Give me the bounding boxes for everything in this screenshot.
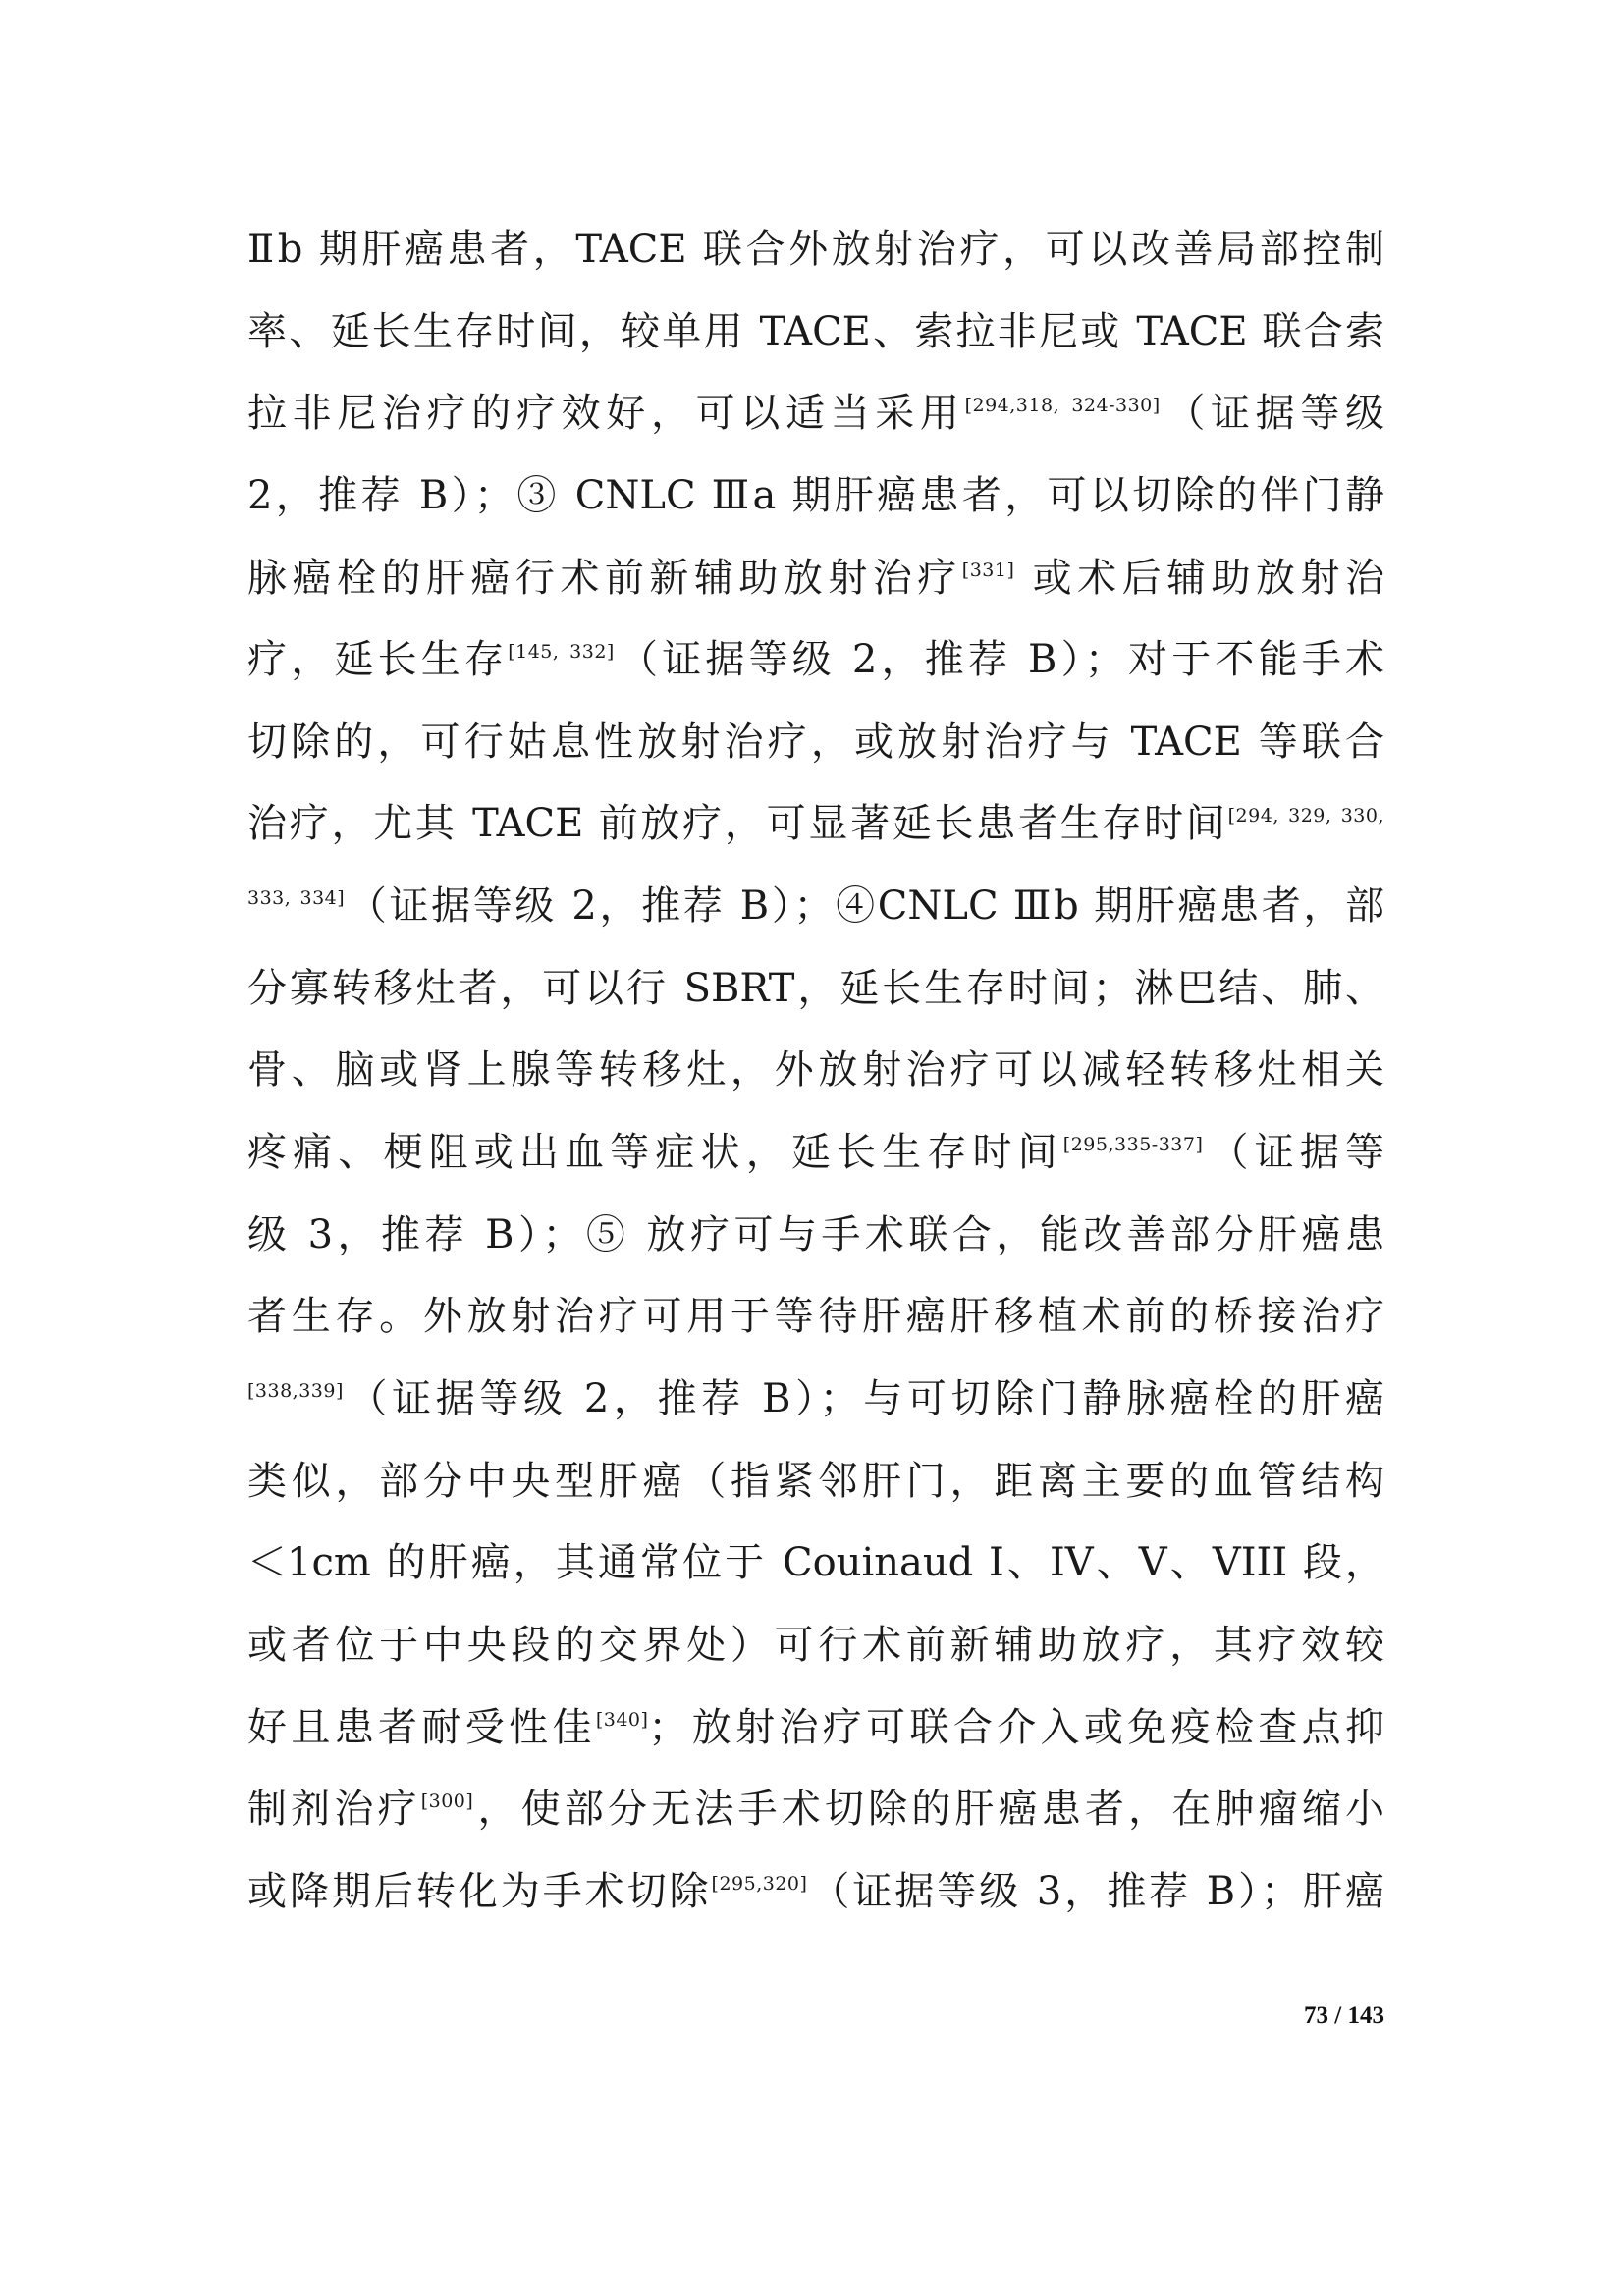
text-line — [247, 1359, 1384, 1441]
citation: [145, 332] — [508, 641, 615, 664]
line-text: （证据等级 — [1160, 391, 1384, 437]
body-paragraph — [247, 209, 1384, 1933]
page-number: 73 / 143 — [1304, 2002, 1384, 2029]
line-text: 切除的，可行姑息性放射治疗，或放射治疗与 TACE 等联合 — [247, 719, 1384, 765]
text-line — [247, 1276, 1384, 1359]
text-line — [247, 292, 1384, 374]
citation: [300] — [420, 1790, 474, 1813]
text-line — [247, 1769, 1384, 1851]
text-line — [247, 1441, 1384, 1523]
line-text: 疼痛、梗阻或出血等症状，延长生存时间 — [247, 1130, 1063, 1176]
line-text: 分寡转移灶者，可以行 SBRT，延长生存时间；淋巴结、肺、 — [247, 965, 1384, 1011]
text-line — [247, 455, 1384, 538]
line-text: （证据等级 2，推荐 B）；对于不能手术 — [614, 637, 1384, 683]
citation: [340] — [595, 1708, 649, 1731]
citation: [295,320] — [711, 1872, 808, 1895]
text-line — [247, 1195, 1384, 1277]
line-text: （证据等级 2，推荐 B）；④CNLC Ⅲb 期肝癌患者，部 — [345, 883, 1384, 930]
citation: 333, 334] — [247, 887, 346, 910]
line-text: 脉癌栓的肝癌行术前新辅助放射治疗 — [247, 555, 962, 601]
line-text: （证据等 — [1203, 1130, 1384, 1176]
line-text: 率、延长生存时间，较单用 TACE、索拉非尼或 TACE 联合索 — [247, 308, 1384, 354]
text-line — [247, 1687, 1384, 1770]
text-line — [247, 1030, 1384, 1112]
citation: [331] — [961, 559, 1015, 581]
text-line — [247, 1522, 1384, 1605]
line-text: 骨、脑或肾上腺等转移灶，外放射治疗可以减轻转移灶相关 — [247, 1047, 1384, 1094]
text-line — [247, 948, 1384, 1031]
text-line — [247, 1605, 1384, 1687]
text-line — [247, 783, 1384, 866]
line-text: 疗，延长生存 — [247, 637, 509, 683]
text-line — [247, 1112, 1384, 1195]
text-line — [247, 538, 1384, 620]
line-text: 好且患者耐受性佳 — [247, 1704, 596, 1750]
line-text: 者生存。外放射治疗可用于等待肝癌肝移植术前的桥接治疗 — [247, 1294, 1384, 1340]
line-text: Ⅱb 期肝癌患者，TACE 联合外放射治疗，可以改善局部控制 — [247, 227, 1384, 272]
line-text: 或降期后转化为手术切除 — [247, 1868, 712, 1914]
line-text: 制剂治疗 — [247, 1787, 421, 1833]
citation: [338,339] — [247, 1379, 344, 1402]
line-text: 级 3，推荐 B）；⑤ 放疗可与手术联合，能改善部分肝癌患 — [247, 1211, 1384, 1257]
text-line — [247, 866, 1384, 948]
text-line — [247, 373, 1384, 455]
citation: [295,335-337] — [1062, 1134, 1204, 1156]
text-line — [247, 209, 1384, 292]
text-line — [247, 702, 1384, 784]
line-text: 或术后辅助放射治 — [1014, 555, 1384, 601]
line-text: ；放射治疗可联合介入或免疫检查点抑 — [648, 1704, 1384, 1750]
text-line — [247, 619, 1384, 702]
line-text: ，使部分无法手术切除的肝癌患者，在肿瘤缩小 — [473, 1787, 1384, 1833]
line-text: ＜1cm 的肝癌，其通常位于 Couinaud I、IV、V、VIII 段， — [247, 1540, 1384, 1586]
citation: [294, 329, 330, — [1227, 805, 1384, 828]
line-text: 类似，部分中央型肝癌（指紧邻肝门，距离主要的血管结构 — [247, 1458, 1384, 1504]
line-text: 拉非尼治疗的疗效好，可以适当采用 — [247, 391, 965, 437]
line-text: 或者位于中央段的交界处）可行术前新辅助放疗，其疗效较 — [247, 1622, 1384, 1668]
line-text: 2，推荐 B）；③ CNLC Ⅲa 期肝癌患者，可以切除的伴门静 — [247, 472, 1384, 518]
text-line — [247, 1851, 1384, 1934]
line-text: （证据等级 3，推荐 B）；肝癌 — [807, 1868, 1384, 1914]
line-text: （证据等级 2，推荐 B）；与可切除门静脉癌栓的肝癌 — [343, 1375, 1384, 1421]
line-text: 治疗，尤其 TACE 前放疗，可显著延长患者生存时间 — [247, 801, 1228, 847]
citation: [294,318, 324-330] — [964, 395, 1161, 417]
